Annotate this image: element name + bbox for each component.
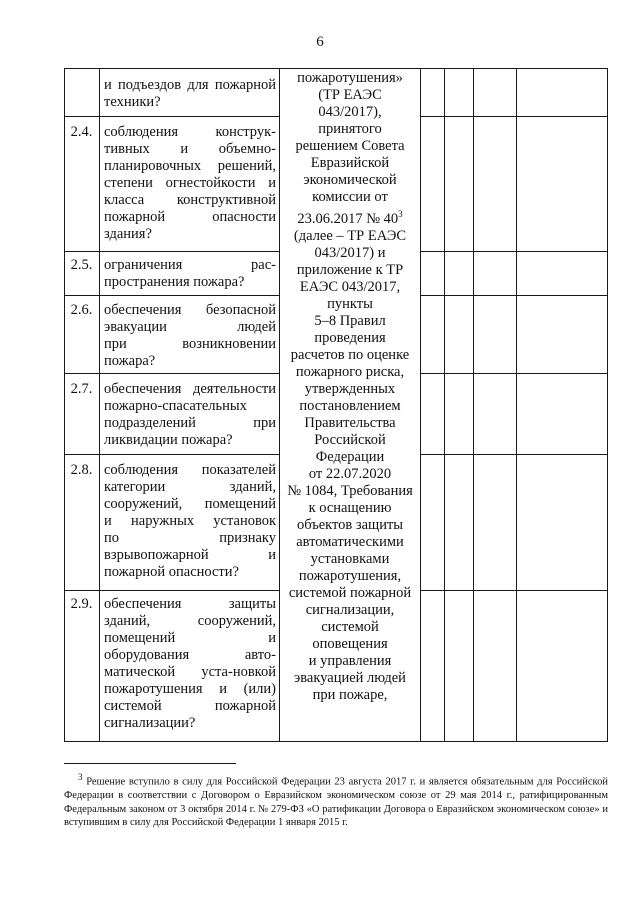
footnote: [64, 771, 608, 830]
table-row-text: и подъездов для пожарной техники?: [104, 77, 276, 110]
row-number: 2.7.: [70, 381, 93, 397]
page-number: 6: [316, 34, 324, 50]
table-row-text: соблюдения конструк- тивных и объемно- планировочных решений, степени огнестойкости и класса конструктивной пожарной опасности здания?: [104, 124, 276, 242]
row-number: 2.8.: [70, 462, 93, 478]
footnote-divider: [64, 763, 236, 764]
table-row-text: обеспечения безопасной эвакуации людей при возникновении пожара?: [104, 302, 276, 369]
footnote-marker: 3: [398, 209, 403, 219]
row-number: 2.6.: [70, 302, 93, 318]
requirements-cell: пожаротушения» (ТР ЕАЭС 043/2017), принятого решением Совета Евразийской экономической комиссии от 23.06.2017 № $40^3$ (далее – ТР ЕАЭС 043/2017) и приложение к ТР ЕАЭС 043/2017, пункты 5–8 Правил проведения расчетов по оценке пожарного риска, утвержденных постановлением Правительства Российской Федерации от 22.07.2020 № 1084, Требования к оснащению объектов защиты автоматическими установками пожаротушения, системой пожарной сигнализации, системой оповещения и управления эвакуацией людей при пожаре,: [287, 70, 413, 703]
table-row-text: обеспечения деятельности пожарно-спасательных подразделений при ликвидации пожара?: [104, 381, 276, 448]
row-number: 2.4.: [70, 124, 93, 140]
footnote-text: Решение вступило в силу для Российской Федерации 23 августа 2017 г. и является обязательным для Российской Федерации в соответствии с Договором о Евразийском экономическом союзе от 29 мая 2014 г., ратифицированным Федеральным законом от 3 октября 2014 г. № 279-ФЗ «О ратификации Договора о Евразийском экономическом союзе» и вступившим в силу для Российской Федерации 1 января 2015 г.: [64, 776, 608, 828]
footnote-number: 3: [78, 772, 83, 782]
table-row-text: ограничения рас- пространения пожара?: [104, 257, 276, 290]
table-row-text: обеспечения защиты зданий, сооружений, помещений и оборудования авто- матической уста-новкой пожаротушения и (или) системой пожарной сигнализации?: [104, 596, 276, 731]
row-number: 2.5.: [70, 257, 93, 273]
table-row-text: соблюдения показателей категории зданий, сооружений, помещений и наружных установок по признаку взрывопожарной и пожарной опасности?: [104, 462, 276, 580]
row-number: 2.9.: [70, 596, 93, 612]
